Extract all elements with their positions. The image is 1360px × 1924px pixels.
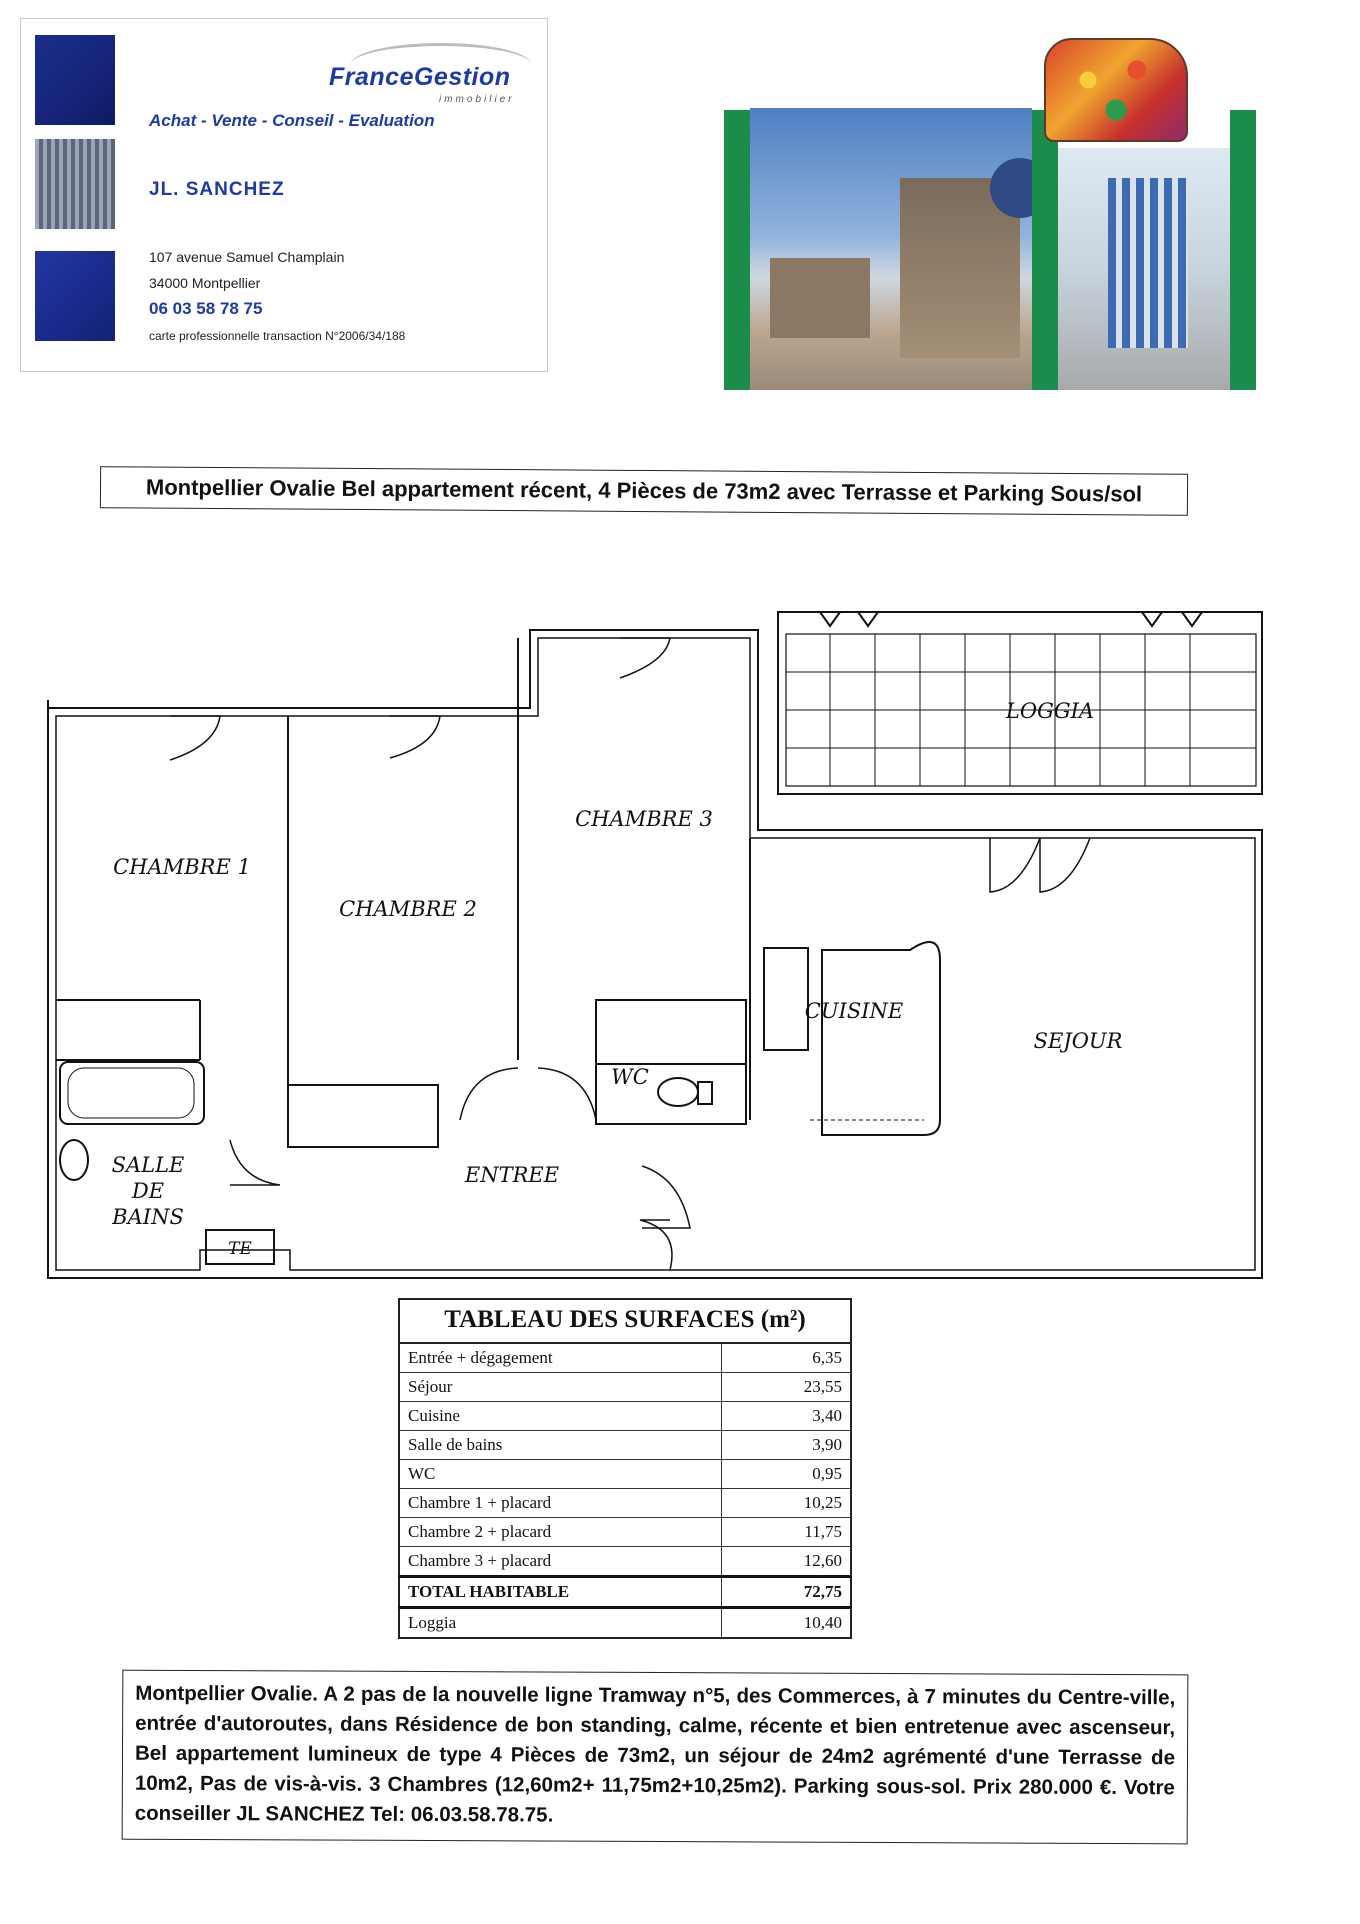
row-label: Chambre 3 + placard xyxy=(399,1547,722,1577)
table-row xyxy=(399,1460,851,1489)
tramway-photo xyxy=(1044,38,1188,142)
table-row xyxy=(399,1402,851,1431)
row-value: 0,95 xyxy=(722,1460,852,1489)
inner-wall xyxy=(56,638,1255,1270)
label-entree: ENTREE xyxy=(464,1163,560,1187)
bathtub-inner xyxy=(68,1068,194,1118)
floor-plan-drawing xyxy=(30,600,1270,1290)
total-value: 72,75 xyxy=(722,1577,852,1608)
table-row xyxy=(399,1547,851,1577)
business-card xyxy=(20,18,548,372)
table-row xyxy=(399,1431,851,1460)
loggia-value: 10,40 xyxy=(722,1608,852,1639)
city-street-photo xyxy=(750,108,1032,390)
label-de: DE xyxy=(131,1179,165,1203)
kitchen-sink xyxy=(764,948,808,1050)
row-value: 11,75 xyxy=(722,1518,852,1547)
building-shape xyxy=(770,258,870,338)
label-chambre1: CHAMBRE 1 xyxy=(113,855,251,879)
row-label: Chambre 1 + placard xyxy=(399,1489,722,1518)
building-photo xyxy=(35,139,115,229)
floor-plan xyxy=(30,600,1270,1290)
table-row xyxy=(399,1343,851,1373)
table-row xyxy=(399,1373,851,1402)
logo-brand: FranceGestion xyxy=(329,63,511,91)
loggia-row xyxy=(399,1608,851,1639)
address-city: 34000 Montpellier xyxy=(149,275,261,291)
surfaces-title: TABLEAU DES SURFACES (m²) xyxy=(398,1298,852,1342)
francegestion-logo xyxy=(321,41,537,111)
card-tagline: Achat - Vente - Conseil - Evaluation xyxy=(149,111,435,130)
label-salle: SALLE xyxy=(111,1153,185,1177)
row-label: Séjour xyxy=(399,1373,722,1402)
toilet-tank xyxy=(698,1082,712,1104)
row-value: 23,55 xyxy=(722,1373,852,1402)
label-sejour: SEJOUR xyxy=(1033,1029,1123,1053)
modern-building-photo xyxy=(1058,148,1230,390)
door-c2-entry xyxy=(460,1068,518,1120)
license-number: carte professionnelle transaction N°2006/34/188 xyxy=(149,329,406,343)
row-label: WC xyxy=(399,1460,722,1489)
label-bains: BAINS xyxy=(112,1205,184,1229)
row-value: 10,25 xyxy=(722,1489,852,1518)
row-value: 12,60 xyxy=(722,1547,852,1577)
total-row xyxy=(399,1577,851,1608)
total-label: TOTAL HABITABLE xyxy=(399,1577,722,1608)
door-c2 xyxy=(390,716,440,758)
row-label: Salle de bains xyxy=(399,1431,722,1460)
logo-subtitle: immobilier xyxy=(439,94,515,105)
door-sejour-loggia xyxy=(1040,838,1090,892)
kitchen-counter xyxy=(822,942,940,1135)
label-te: TE xyxy=(228,1239,252,1259)
row-value: 6,35 xyxy=(722,1343,852,1373)
row-label: Chambre 2 + placard xyxy=(399,1518,722,1547)
wardrobe-c3 xyxy=(596,1000,746,1064)
door-c3 xyxy=(620,638,670,678)
green-strip xyxy=(1230,110,1256,390)
agent-name: JL. SANCHEZ xyxy=(149,179,285,200)
loggia-mark xyxy=(1142,612,1162,626)
label-cuisine: CUISINE xyxy=(804,999,904,1023)
loggia-mark xyxy=(1182,612,1202,626)
loggia-mark xyxy=(820,612,840,626)
loggia-mark xyxy=(858,612,878,626)
wardrobe-c2 xyxy=(288,1085,438,1147)
green-strip xyxy=(1032,110,1058,390)
listing-description: Montpellier Ovalie. A 2 pas de la nouvelle ligne Tramway n°5, des Commerces, à 7 minutes du Centre-ville, entrée d'autoroutes, dans Résidence de bon standing, calme, récente et bien entretenue avec ascenseur, Bel appartement lumineux de type 4 Pièces de 73m2, un séjour de 24m2 agrémenté d'une Terrasse de 10m2, Pas de vis-à-vis. 3 Chambres (12,60m2+ 11,75m2+10,25m2). Parking sous-sol. Prix 280.000 €. Votre conseiller JL SANCHEZ Tel: 06.03.58.78.75. xyxy=(122,1670,1189,1845)
blue-square-decoration xyxy=(35,251,115,341)
label-chambre2: CHAMBRE 2 xyxy=(339,897,477,921)
door-bath xyxy=(230,1140,280,1185)
row-value: 3,90 xyxy=(722,1431,852,1460)
bathtub xyxy=(60,1062,204,1124)
table-row xyxy=(399,1518,851,1547)
green-strip xyxy=(724,110,750,390)
outer-wall xyxy=(48,630,1262,1278)
row-value: 3,40 xyxy=(722,1402,852,1431)
label-loggia: LOGGIA xyxy=(1005,699,1095,723)
label-chambre3: CHAMBRE 3 xyxy=(575,807,713,831)
agent-phone: 06 03 58 78 75 xyxy=(149,299,263,318)
surfaces-table xyxy=(398,1298,852,1639)
door-sejour-loggia xyxy=(990,838,1040,892)
label-wc: WC xyxy=(611,1065,649,1089)
glass-facade xyxy=(1108,178,1188,348)
row-label: Entrée + dégagement xyxy=(399,1343,722,1373)
listing-headline: Montpellier Ovalie Bel appartement récent, 4 Pièces de 73m2 avec Terrasse et Parking Sous/sol xyxy=(100,466,1188,516)
door-c1 xyxy=(170,716,220,760)
city-photo-collage xyxy=(724,38,1256,390)
blue-square-decoration xyxy=(35,35,115,125)
door-c3-entry xyxy=(538,1068,596,1120)
sink xyxy=(60,1140,88,1180)
row-label: Cuisine xyxy=(399,1402,722,1431)
toilet-bowl xyxy=(658,1078,698,1106)
door-wc xyxy=(642,1166,690,1228)
loggia-label: Loggia xyxy=(399,1608,722,1639)
address-street: 107 avenue Samuel Champlain xyxy=(149,249,345,265)
table-row xyxy=(399,1489,851,1518)
